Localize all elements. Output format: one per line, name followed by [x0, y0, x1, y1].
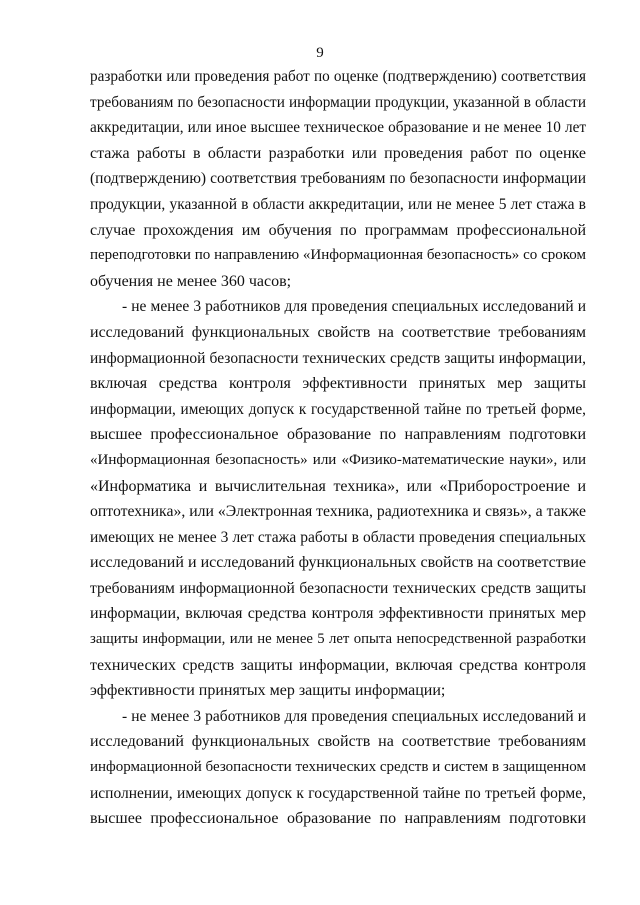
- text-line: высшее профессиональное образование по направлениям подготовки: [90, 426, 586, 444]
- text-line: включая средства контроля эффективности принятых мер защиты: [90, 375, 586, 393]
- text-line: имеющих не менее 3 лет стажа работы в области проведения специальных: [90, 528, 586, 546]
- text-line: информации, имеющих допуск к государственной тайне по третьей форме,: [90, 400, 586, 418]
- text-line: - не менее 3 работников для проведения специальных исследований и: [122, 707, 586, 725]
- text-line: переподготовки по направлению «Информационная безопасность» со сроком: [90, 247, 586, 264]
- text-line: исследований функциональных свойств на соответствие требованиям: [90, 733, 586, 751]
- text-line: требованиям по безопасности информации продукции, указанной в области: [90, 93, 586, 111]
- text-line: информации, включая средства контроля эффективности принятых мер: [90, 605, 586, 623]
- text-line: оптотехника», или «Электронная техника, радиотехника и связь», а также: [90, 503, 586, 521]
- text-line: «Информационная безопасность» или «Физико-математические науки», или: [90, 451, 586, 468]
- text-line: разработки или проведения работ по оценке (подтверждению) соответствия: [90, 68, 586, 85]
- text-line: информационной безопасности технических средств защиты информации,: [90, 349, 586, 367]
- text-line: (подтверждению) соответствия требованиям по безопасности информации: [90, 170, 586, 188]
- text-line: исследований и исследований функциональных свойств на соответствие: [90, 554, 586, 572]
- text-line: технических средств защиты информации, включая средства контроля: [90, 656, 586, 674]
- text-line: - не менее 3 работников для проведения специальных исследований и: [122, 298, 586, 316]
- text-line: случае прохождения им обучения по программам профессиональной: [90, 221, 586, 239]
- text-line: обучения не менее 360 часов;: [90, 272, 292, 290]
- text-line: защиты информации, или не менее 5 лет опыта непосредственной разработки: [90, 631, 586, 648]
- text-line: аккредитации, или иное высшее техническое образование и не менее 10 лет: [90, 119, 586, 137]
- text-line: высшее профессиональное образование по направлениям подготовки: [90, 810, 586, 828]
- text-line: «Информатика и вычислительная техника», или «Приборостроение и: [90, 477, 586, 495]
- text-line: продукции, указанной в области аккредитации, или не менее 5 лет стажа в: [90, 195, 586, 213]
- text-line: требованиям информационной безопасности технических средств защиты: [90, 579, 586, 597]
- text-line: информационной безопасности технических средств и систем в защищенном: [90, 759, 586, 776]
- page-number: 9: [316, 45, 324, 61]
- text-line: эффективности принятых мер защиты информации;: [90, 682, 446, 700]
- body-text: [90, 64, 586, 832]
- text-line: исследований функциональных свойств на соответствие требованиям: [90, 323, 586, 341]
- text-line: исполнении, имеющих допуск к государственной тайне по третьей форме,: [90, 784, 586, 802]
- text-line: стажа работы в области разработки или проведения работ по оценке: [90, 144, 586, 162]
